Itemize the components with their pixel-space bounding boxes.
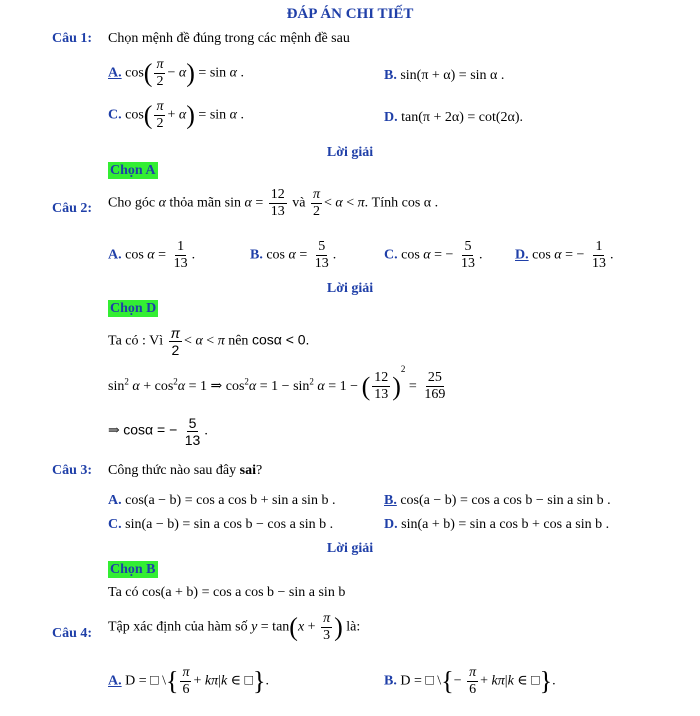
option-b-label: B. bbox=[384, 493, 397, 508]
q4-option-a: A. D = □ \{ $\frac{\pi}{6}$ + kπ|k ∈ □}. bbox=[108, 665, 269, 697]
q1-option-b-expression: sin(π + α) = sin α . bbox=[400, 68, 505, 83]
solution-heading-1: Lời giải bbox=[326, 145, 374, 160]
q2-solution-intro: Ta có : Vì bbox=[108, 333, 164, 349]
q2-text-post: . Tính cos α . bbox=[364, 195, 439, 211]
q2-solution-line-1: Ta có : Vì $\frac{\pi}{2}$ < α < π nên cosα < 0. bbox=[108, 325, 310, 358]
q3-option-d-expression: sin(a + b) = sin a cos b + cos a sin b . bbox=[401, 517, 610, 532]
option-a-label: A. bbox=[108, 65, 122, 81]
option-a-label: A. bbox=[108, 673, 122, 689]
q2-solution-condition: cosα < 0. bbox=[251, 331, 310, 348]
option-d-label: D. bbox=[515, 247, 529, 263]
q2-solution-line-2: $\sin^2 \alpha + \cos^2\alpha = 1$ ⇒ $\cos^2\alpha = 1 - \sin^2 \alpha = 1$ − ( $\frac{12}{13}$ )$^2$ = $\frac{25}{169}$ bbox=[108, 364, 446, 403]
option-b-label: B. bbox=[250, 247, 263, 263]
q2-solution-line-3: ⇒ cosα = − $\frac{5}{13}$ . bbox=[108, 415, 208, 448]
q1-option-d bbox=[384, 110, 523, 126]
q1-answer bbox=[108, 163, 158, 179]
q2-option-c: C. cos α = − $\frac{5}{13}$ . bbox=[384, 239, 483, 271]
q1-option-a: A. cos( $\frac{\pi}{2}$ − α) = sin α . bbox=[108, 57, 245, 89]
q2-option-a: A. cos α = $\frac{1}{13}$ . bbox=[108, 239, 196, 271]
q4-text: Tập xác định của hàm số bbox=[108, 619, 248, 635]
q3-option-b-expression: cos(a − b) = cos a cos b − sin a sin b . bbox=[400, 493, 611, 508]
answer-badge: Chọn B bbox=[110, 562, 156, 577]
q3-option-c-expression: sin(a − b) = sin a cos b − cos a sin b . bbox=[125, 517, 334, 532]
option-a-label: A. bbox=[108, 493, 122, 508]
q1-option-c: C. cos( $\frac{\pi}{2}$ + α) = sin α . bbox=[108, 99, 245, 131]
question-3-label: Câu 3: bbox=[52, 463, 93, 478]
solution-heading-3: Lời giải bbox=[326, 541, 374, 556]
q4-text-post: là: bbox=[346, 619, 361, 635]
q3-option-a-expression: cos(a − b) = cos a cos b + sin a sin b . bbox=[125, 493, 336, 508]
q1-option-b bbox=[384, 68, 504, 84]
question-2-text: Cho góc α thỏa mãn sin α = $\frac{12}{13}$ và $\frac{\pi}{2}$ < α < π. Tính cos α . bbox=[108, 187, 439, 219]
q3-text-bold: sai bbox=[239, 463, 256, 478]
question-3-text: Công thức nào sau đây sai? bbox=[108, 463, 263, 478]
q2-text-mid: thỏa mãn bbox=[169, 195, 222, 211]
option-d-label: D. bbox=[384, 110, 398, 125]
option-b-label: B. bbox=[384, 673, 397, 689]
q3-solution: Ta có cos(a + b) = cos a cos b − sin a sin b bbox=[108, 585, 346, 600]
q1-option-d-expression: tan(π + 2α) = cot(2α). bbox=[401, 110, 524, 125]
option-c-label: C. bbox=[384, 247, 398, 263]
q3-option-d bbox=[384, 517, 609, 533]
question-2-label: Câu 2: bbox=[52, 201, 93, 216]
question-4-label: Câu 4: bbox=[52, 626, 93, 641]
question-1-text: Chọn mệnh đề đúng trong các mệnh đề sau bbox=[108, 31, 350, 46]
option-c-label: C. bbox=[108, 517, 122, 532]
option-d-label: D. bbox=[384, 517, 398, 532]
q3-text: Công thức nào sau đây bbox=[108, 463, 237, 478]
q2-option-d: D. cos α = − $\frac{1}{13}$ . bbox=[515, 239, 614, 271]
q3-answer bbox=[108, 562, 158, 578]
option-c-label: C. bbox=[108, 107, 122, 123]
q3-option-c bbox=[108, 517, 333, 533]
q2-text-pre: Cho góc bbox=[108, 195, 156, 211]
q2-solution-then: nên bbox=[228, 333, 249, 349]
question-4-text: Tập xác định của hàm số y = tan(x + $\frac{\pi}{3}$ ) là: bbox=[108, 611, 361, 643]
answer-badge: Chọn D bbox=[110, 301, 157, 316]
page-title: ĐÁP ÁN CHI TIẾT bbox=[286, 6, 414, 22]
q2-answer bbox=[108, 301, 158, 317]
question-1-label: Câu 1: bbox=[52, 31, 93, 46]
option-a-label: A. bbox=[108, 247, 122, 263]
solution-heading-2: Lời giải bbox=[326, 281, 374, 296]
q2-option-b: B. cos α = $\frac{5}{13}$ . bbox=[250, 239, 337, 271]
q3-option-a bbox=[108, 493, 335, 509]
q2-text-and: và bbox=[292, 195, 306, 211]
option-b-label: B. bbox=[384, 68, 397, 83]
answer-badge: Chọn A bbox=[110, 163, 156, 178]
q3-option-b bbox=[384, 493, 611, 509]
q4-option-b: B. D = □ \{− $\frac{\pi}{6}$ + kπ|k ∈ □}. bbox=[384, 665, 556, 697]
